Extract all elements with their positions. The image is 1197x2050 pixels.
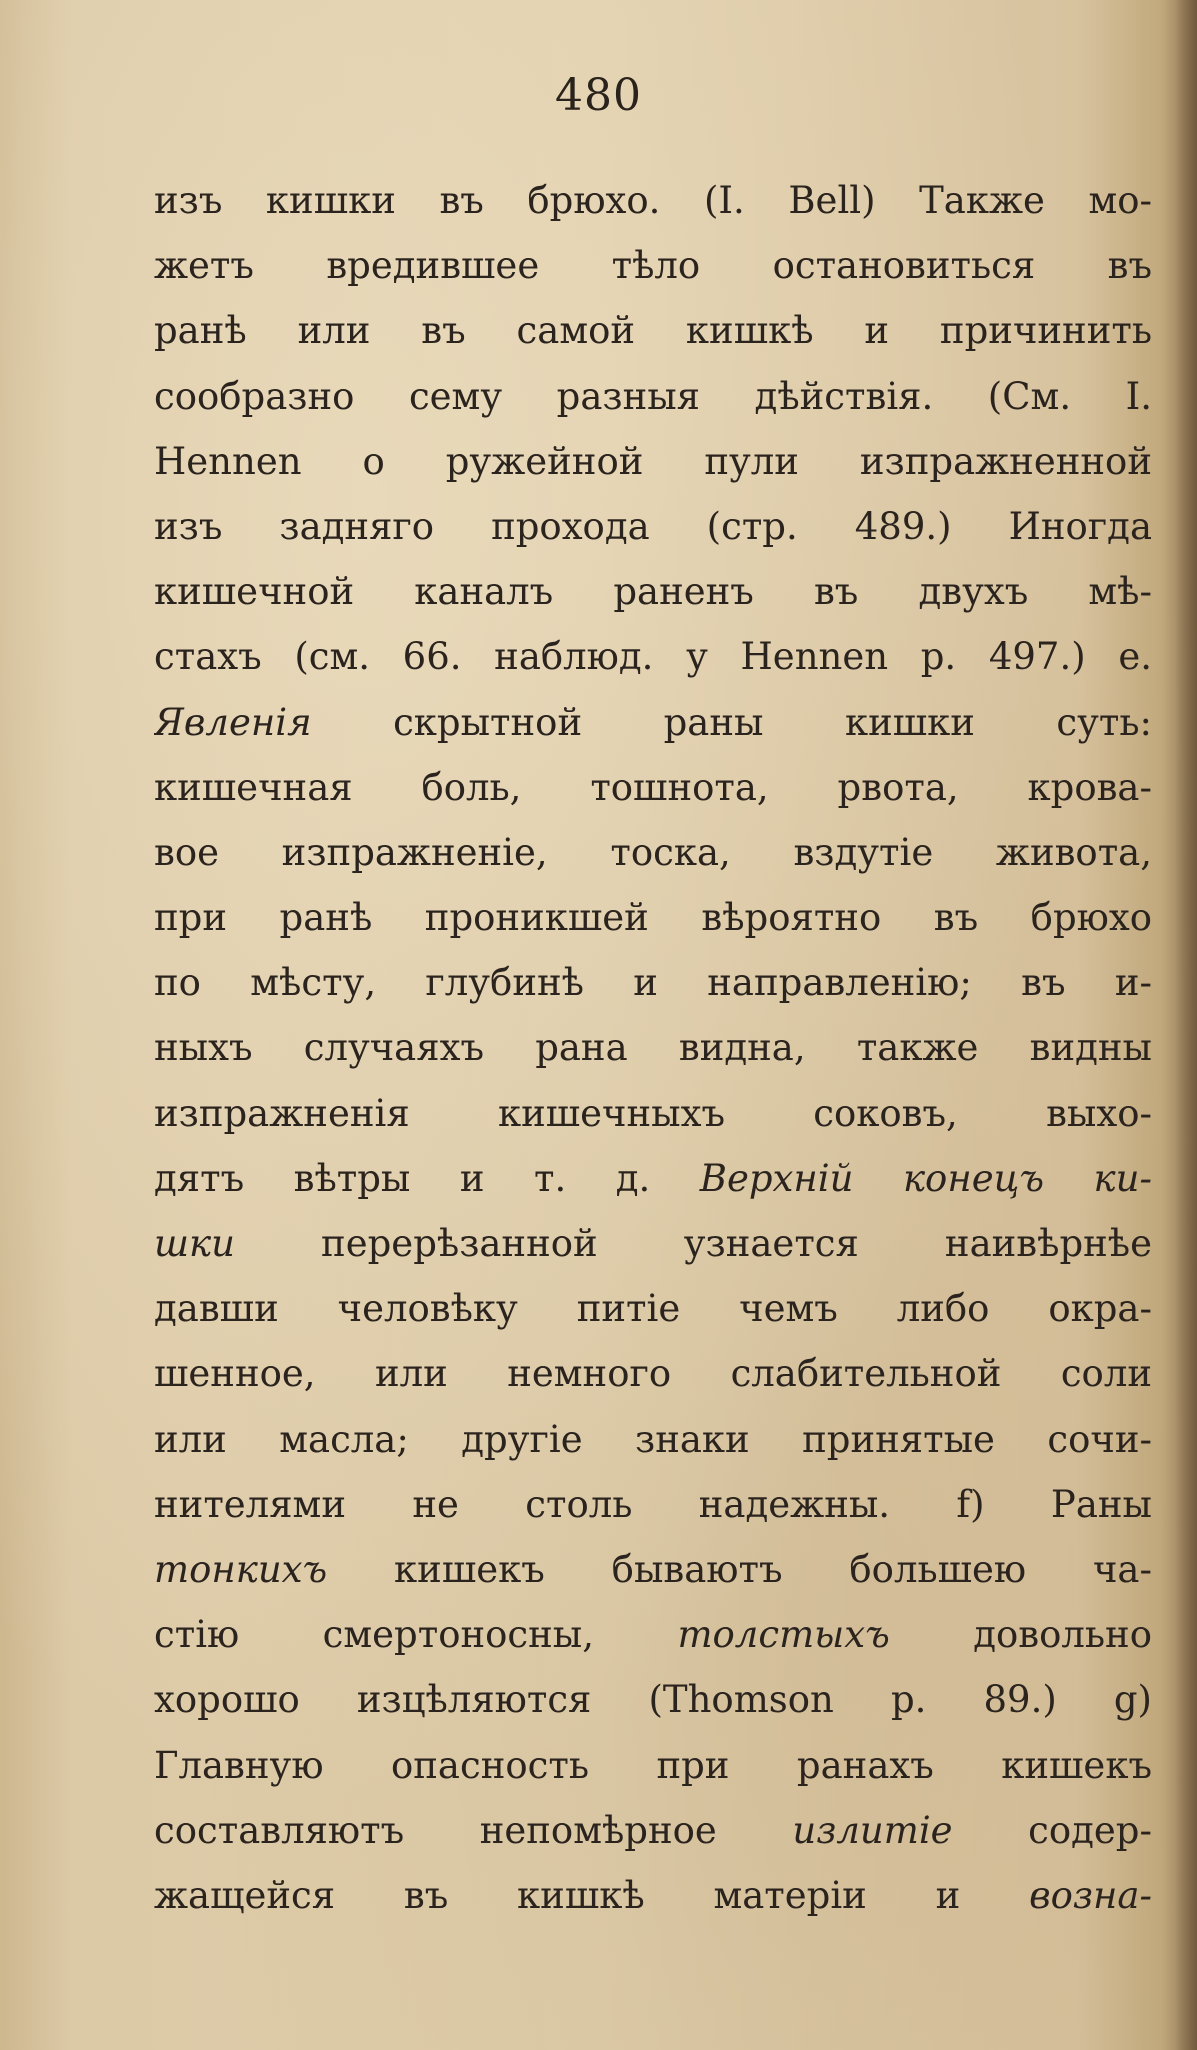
italic-text-segment: тонкихъ xyxy=(154,1547,328,1591)
text-line xyxy=(154,1407,1152,1472)
text-line xyxy=(154,1602,1152,1667)
text-line xyxy=(154,1537,1152,1602)
text-line xyxy=(154,1211,1152,1276)
text-segment: давши человѣку питіе чемъ либо окра- xyxy=(154,1287,1152,1331)
text-segment: жащейся въ кишкѣ матеріи и xyxy=(154,1873,1030,1917)
italic-text-segment: толстыхъ xyxy=(677,1613,890,1657)
text-line xyxy=(154,950,1152,1015)
text-segment: кишекъ бываютъ большею ча- xyxy=(327,1547,1152,1591)
text-line xyxy=(154,1667,1152,1732)
text-segment: при ранѣ проникшей вѣроятно въ брюхо xyxy=(154,896,1152,940)
text-segment: стахъ (см. 66. наблюд. у Hennen p. 497.) e. xyxy=(154,635,1152,679)
text-segment: кишечной каналъ раненъ въ двухъ мѣ- xyxy=(154,570,1152,614)
text-line xyxy=(154,1341,1152,1406)
text-line xyxy=(154,1081,1152,1146)
text-segment: изпражненія кишечныхъ соковъ, выхо- xyxy=(154,1091,1152,1135)
text-segment: стію смертоносны, xyxy=(154,1613,678,1657)
text-line xyxy=(154,885,1152,950)
text-segment: Hennen о ружейной пули изпражненной xyxy=(154,439,1152,483)
text-segment: сообразно сему разныя дѣйствія. (См. I. xyxy=(154,374,1152,418)
text-segment: содер- xyxy=(952,1808,1152,1852)
text-segment: ранѣ или въ самой кишкѣ и причинить xyxy=(154,309,1152,353)
text-line xyxy=(154,1472,1152,1537)
text-line xyxy=(154,298,1152,363)
body-text xyxy=(154,168,1152,1928)
text-segment: составляютъ непомѣрное xyxy=(154,1808,793,1852)
text-line xyxy=(154,429,1152,494)
italic-text-segment: шки xyxy=(154,1222,235,1265)
text-line xyxy=(154,1733,1152,1798)
text-line xyxy=(154,233,1152,298)
text-segment: изъ кишки въ брюхо. (I. Bell) Также мо- xyxy=(154,179,1152,222)
text-segment: хорошо изцѣляются (Thomson p. 89.) g) xyxy=(154,1678,1152,1722)
text-line xyxy=(154,1276,1152,1341)
text-line xyxy=(154,559,1152,624)
page-edge-shadow xyxy=(1175,0,1197,2050)
text-segment: жетъ вредившее тѣло остановиться въ xyxy=(154,244,1152,288)
text-segment: изъ задняго прохода (стр. 489.) Иногда xyxy=(154,504,1152,548)
text-segment: Главную опасность при ранахъ кишекъ xyxy=(154,1743,1152,1787)
page-number: 480 xyxy=(555,70,642,121)
text-segment: кишечная боль, тошнота, рвота, крова- xyxy=(154,765,1152,809)
text-line xyxy=(154,494,1152,559)
text-line xyxy=(154,1863,1152,1928)
text-segment: шенное, или немного слабительной соли xyxy=(154,1352,1152,1396)
text-segment: дятъ вѣтры и т. д. xyxy=(154,1156,700,1200)
text-line xyxy=(154,755,1152,820)
text-line xyxy=(154,624,1152,689)
italic-text-segment: Явленія xyxy=(154,700,312,744)
italic-text-segment: излитіе xyxy=(792,1808,953,1852)
text-segment: или масла; другіе знаки принятые сочи- xyxy=(154,1417,1152,1461)
text-segment: довольно xyxy=(889,1613,1152,1657)
text-line xyxy=(154,1146,1152,1211)
text-line xyxy=(154,168,1152,233)
text-segment: перерѣзанной узнается наивѣрнѣе xyxy=(234,1222,1152,1265)
text-segment: вое изпражненіе, тоска, вздутіе живота, xyxy=(154,830,1152,874)
text-line xyxy=(154,1798,1152,1863)
text-segment: скрытной раны кишки суть: xyxy=(311,700,1152,744)
text-line xyxy=(154,1015,1152,1080)
text-line xyxy=(154,820,1152,885)
text-line xyxy=(154,690,1152,755)
italic-text-segment: возна- xyxy=(1029,1873,1152,1917)
text-segment: по мѣсту, глубинѣ и направленію; въ и- xyxy=(154,961,1152,1005)
italic-text-segment: Верхній конецъ ки- xyxy=(699,1156,1152,1200)
text-segment: ныхъ случаяхъ рана видна, также видны xyxy=(154,1026,1152,1070)
text-segment: нителями не столь надежны. f) Раны xyxy=(154,1482,1152,1526)
text-line xyxy=(154,364,1152,429)
